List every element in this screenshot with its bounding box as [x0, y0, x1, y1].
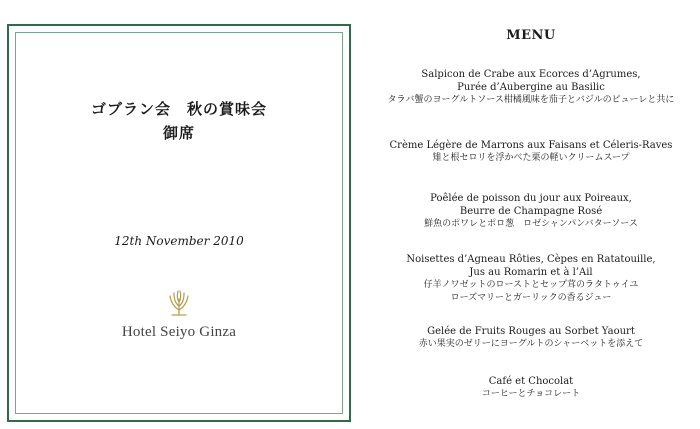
menu-course	[362, 192, 700, 231]
course-line: 赤い果実のゼリーにヨーグルトのシャーベットを添えて	[418, 339, 644, 349]
course-line: Gelée de Fruits Rouges au Sorbet Yaourt	[427, 326, 635, 337]
menu-course	[362, 139, 700, 165]
menu-course	[362, 325, 700, 351]
course-line: Beurre de Champagne Rosé	[459, 206, 603, 217]
course-line: Poêlée de poisson du jour aux Poireaux,	[430, 193, 632, 204]
course-line: 鮮魚のポワレとポロ葱 ロゼシャンパンバターソース	[424, 219, 638, 229]
card-inner-border	[15, 32, 343, 414]
event-date: 12th November 2010	[114, 234, 244, 248]
course-line: コーヒーとチョコレート	[481, 389, 581, 399]
course-line: Purée d’Aubergine au Basilic	[457, 82, 605, 93]
event-title: ゴブラン会 秋の賞味会	[90, 100, 267, 118]
course-line: ローズマリーとガーリックの香るジュー	[450, 293, 612, 303]
hotel-name: Hotel Seiyo Ginza	[121, 324, 237, 340]
course-line: Salpicon de Crabe aux Ecorces d’Agrumes,	[421, 69, 641, 80]
menu-course	[362, 253, 700, 305]
menu-cover-card	[7, 24, 351, 422]
event-subtitle: 御席	[162, 124, 195, 142]
menu-course	[362, 375, 700, 401]
menu-course	[362, 68, 700, 107]
course-line: Jus au Romarin et à l’Ail	[469, 267, 593, 278]
course-line: Café et Chocolat	[488, 376, 574, 387]
course-line: Crème Légère de Marrons aux Faisans et Céleris-Raves	[389, 140, 673, 151]
course-line: 雉と根セロリを浮かべた栗の軽いクリームスープ	[432, 153, 630, 163]
course-line: 仔羊ノワゼットのローストとセップ茸のラタトゥイユ	[423, 280, 639, 290]
course-line: Noisettes d’Agneau Rôties, Cèpes en Ratatouille,	[406, 254, 656, 265]
hotel-crest-icon	[166, 288, 192, 318]
menu-title: MENU	[506, 28, 556, 43]
course-line: タラバ蟹のヨーグルトソース柑橘風味を茄子とバジルのピューレと共に	[387, 95, 675, 105]
